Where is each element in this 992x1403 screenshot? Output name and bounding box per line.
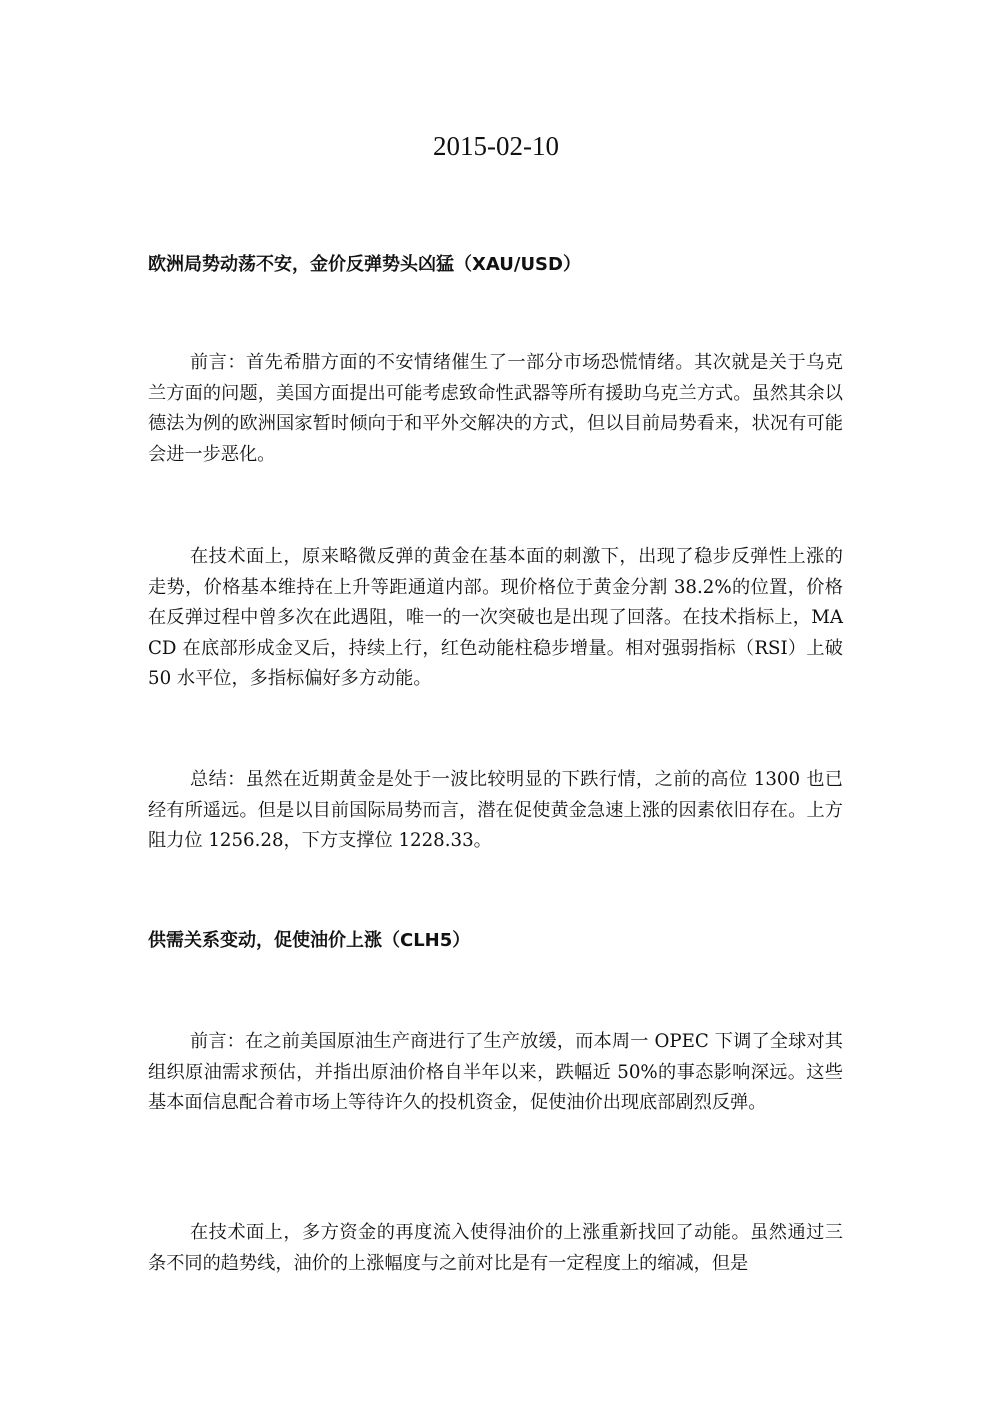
gold-preface-paragraph: 前言：首先希腊方面的不安情绪催生了一部分市场恐慌情绪。其次就是关于乌克兰方面的问题，美国方面提出可能考虑致命性武器等所有援助乌克兰方式。虽然其余以德法为例的欧洲国家暂时倾向于和平外交解决的方式，但以目前局势看来，状况有可能会进一步恶化。 — [148, 352, 843, 465]
section-heading-oil: 供需关系变动，促使油价上涨（CLH5） — [148, 930, 471, 951]
gold-summary-paragraph: 总结：虽然在近期黄金是处于一波比较明显的下跌行情，之前的高位 1300 也已经有所遥远。但是以目前国际局势而言，潜在促使黄金急速上涨的因素依旧存在。上方阻力位 1256.28，下方支撑位 1228.33。 — [148, 769, 843, 851]
oil-preface-paragraph: 前言：在之前美国原油生产商进行了生产放缓，而本周一 OPEC 下调了全球对其组织原油需求预估，并指出原油价格自半年以来，跌幅近 50%的事态影响深远。这些基本面信息配合着市场上等待许久的投机资金，促使油价出现底部剧烈反弹。 — [148, 1031, 843, 1113]
page-title: 2015-02-10 — [433, 131, 559, 161]
oil-technical-paragraph: 在技术面上，多方资金的再度流入使得油价的上涨重新找回了动能。虽然通过三条不同的趋势线，油价的上涨幅度与之前对比是有一定程度上的缩减，但是 — [148, 1222, 843, 1274]
gold-technical-paragraph: 在技术面上，原来略微反弹的黄金在基本面的刺激下，出现了稳步反弹性上涨的走势，价格基本维持在上升等距通道内部。现价格位于黄金分割 38.2%的位置，价格在反弹过程中曾多次在此遇阻，唯一的一次突破也是出现了回落。在技术指标上，MACD 在底部形成金叉后，持续上行，红色动能柱稳步增量。相对强弱指标（RSI）上破 50 水平位，多指标偏好多方动能。 — [148, 546, 843, 689]
section-heading-gold: 欧洲局势动荡不安，金价反弹势头凶猛（XAU/USD） — [148, 254, 581, 275]
